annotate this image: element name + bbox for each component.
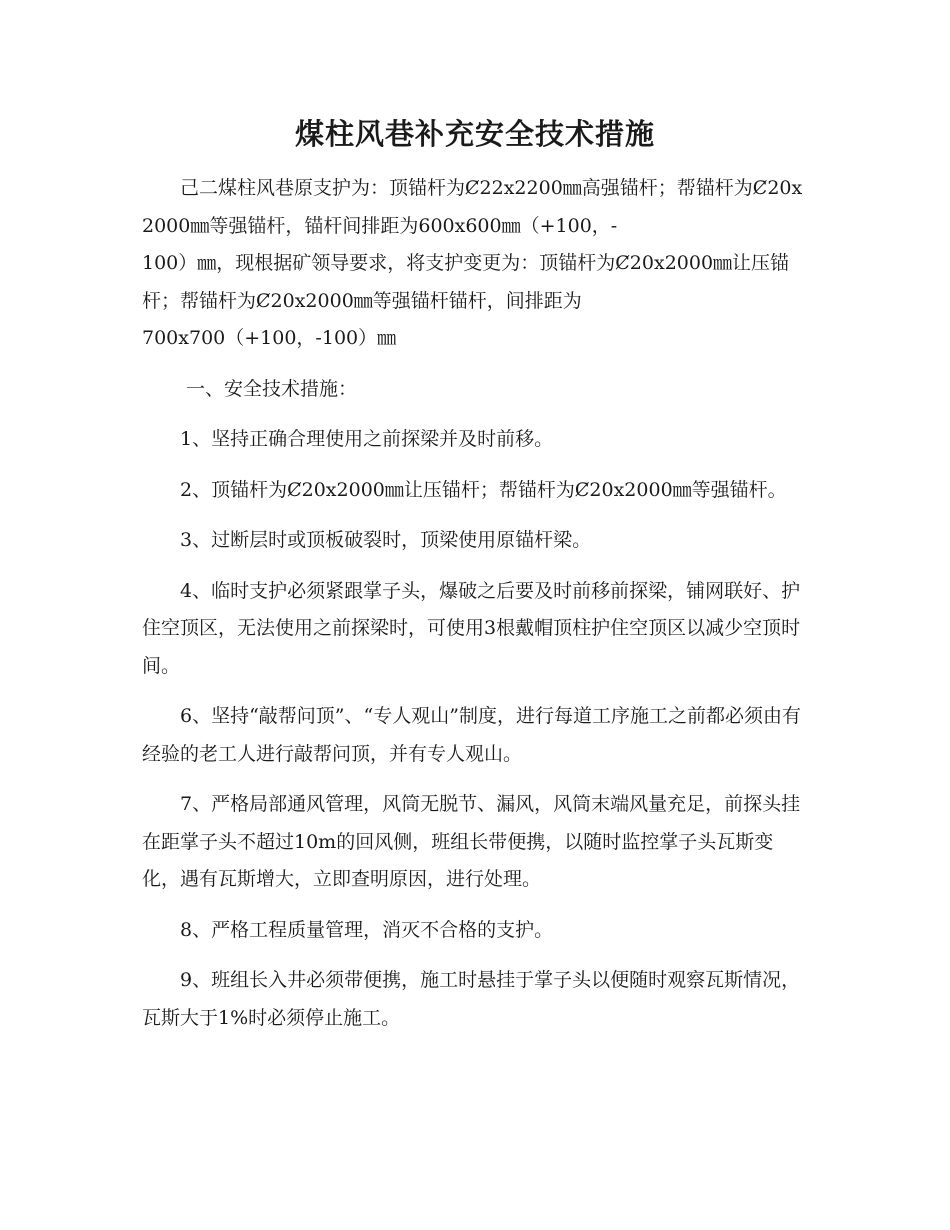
measure-item-2: 2、顶锚杆为Ȼ20x2000㎜让压锚杆；帮锚杆为Ȼ20x2000㎜等强锚杆。 bbox=[180, 478, 787, 501]
measure-item-7: 7、严格局部通风管理，风筒无脱节、漏风，风筒末端风量充足，前探头挂在距掌子头不超过10m的回风侧，班组长带便携，以随时监控掌子头瓦斯变化，遇有瓦斯增大，立即查明原因，进行处理。 bbox=[142, 793, 801, 890]
measure-item-4: 4、临时支护必须紧跟掌子头，爆破之后要及时前移前探梁，铺网联好、护住空顶区，无法使用之前探梁时，可使用3根戴帽顶柱护住空顶区以减少空顶时间。 bbox=[142, 579, 801, 677]
intro-paragraph: 己二煤柱风巷原支护为：顶锚杆为Ȼ22x2200㎜高强锚杆；帮锚杆为Ȼ20x2000㎜等强锚杆，锚杆间排距为600x600㎜（+100，- 100）㎜，现根据矿领导要求，将支护变更为：顶锚杆为Ȼ20x2000㎜让压锚杆；帮锚杆为Ȼ20x2000㎜等强锚杆锚杆，间排距为 700x700（+100，-100）㎜ bbox=[142, 177, 803, 349]
measure-item-1: 1、坚持正确合理使用之前探梁并及时前移。 bbox=[180, 428, 554, 450]
measure-item-8: 8、严格工程质量管理，消灭不合格的支护。 bbox=[180, 918, 554, 941]
measure-item-6: 6、坚持“敲帮问顶”、“专人观山”制度，进行每道工序施工之前都必须由有经验的老工人进行敲帮问顶，并有专人观山。 bbox=[142, 705, 801, 765]
measure-item-9: 9、班组长入井必须带便携，施工时悬挂于掌子头以便随时观察瓦斯情况，瓦斯大于1%时必须停止施工。 bbox=[142, 969, 801, 1029]
section-heading: 一、安全技术措施： bbox=[180, 377, 358, 400]
document-title: 煤柱风巷补充安全技术措施 bbox=[294, 117, 655, 151]
document-body bbox=[142, 170, 810, 1037]
measure-item-3: 3、过断层时或顶板破裂时，顶梁使用原锚杆梁。 bbox=[180, 529, 592, 551]
